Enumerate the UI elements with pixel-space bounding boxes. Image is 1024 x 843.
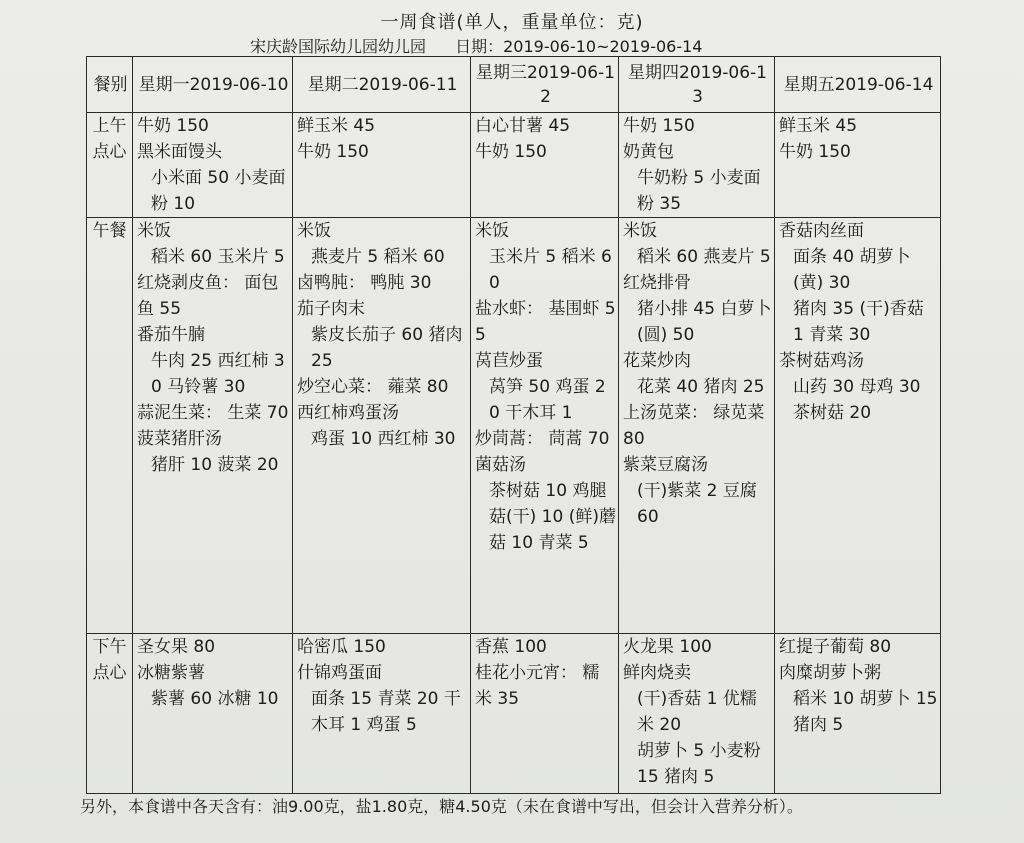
menu-item: 菌菇汤 — [475, 455, 526, 475]
menu-item: 牛奶 150 — [779, 142, 851, 162]
menu-item: 猪肝 10 菠菜 20 — [151, 455, 279, 475]
menu-item: 盐水虾： 基围虾 55 — [475, 299, 616, 345]
menu-item: 米饭 — [475, 221, 509, 241]
menu-item: 番茄牛腩 — [137, 325, 205, 345]
menu-item: 菠菜猪肝汤 — [137, 429, 222, 449]
menu-item: (干)香菇 1 优糯米 20 — [637, 689, 757, 735]
menu-item: 牛奶 150 — [297, 142, 369, 162]
menu-cell — [293, 218, 471, 634]
menu-item: 鲜肉烧卖 — [623, 663, 691, 683]
menu-cell — [775, 634, 941, 794]
school-name: 宋庆龄国际幼儿园幼儿园 — [250, 37, 427, 56]
menu-item: 花菜炒肉 — [623, 351, 691, 371]
menu-item: 奶黄包 — [623, 142, 674, 162]
menu-item: 莴笋 50 鸡蛋 20 干木耳 1 — [489, 377, 606, 423]
menu-item: 燕麦片 5 稻米 60 — [311, 247, 445, 267]
meal-row — [87, 634, 941, 794]
menu-item: 桂花小元宵： 糯米 35 — [475, 663, 600, 709]
header-row — [87, 57, 941, 113]
menu-item: 牛奶粉 5 小麦面粉 35 — [637, 168, 761, 214]
menu-item: 什锦鸡蛋面 — [297, 663, 382, 683]
menu-item: 猪小排 45 白萝卜(圆) 50 — [637, 299, 772, 345]
meal-label: 下午点心 — [87, 634, 133, 794]
meal-row — [87, 113, 941, 218]
menu-item: 香菇肉丝面 — [779, 221, 864, 241]
menu-item: 茶树菇鸡汤 — [779, 351, 864, 371]
menu-cell — [775, 218, 941, 634]
menu-cell — [471, 218, 619, 634]
menu-item: 西红柿鸡蛋汤 — [297, 403, 399, 423]
date-range: 日期：2019-06-10~2019-06-14 — [455, 37, 703, 56]
menu-item: 圣女果 80 — [137, 637, 216, 657]
corner-header: 餐别 — [87, 57, 133, 113]
menu-item: 蒜泥生菜： 生菜 70 — [137, 403, 289, 423]
meal-row — [87, 218, 941, 634]
day-header: 星期三2019-06-12 — [471, 57, 619, 113]
footer-note: 另外，本食谱中各天含有：油9.00克，盐1.80克，糖4.50克（未在食谱中写出，但会计入营养分析）。 — [80, 797, 803, 816]
menu-item: 红烧排骨 — [623, 273, 691, 293]
menu-item: 上汤苋菜： 绿苋菜 80 — [623, 403, 770, 449]
menu-item: 米饭 — [297, 221, 331, 241]
menu-cell — [775, 113, 941, 218]
menu-item: 面条 15 青菜 20 干木耳 1 鸡蛋 5 — [311, 689, 461, 735]
menu-item: 炒茼蒿： 茼蒿 70 — [475, 429, 610, 449]
menu-item: 紫菜豆腐汤 — [623, 455, 708, 475]
meal-label: 午餐 — [87, 218, 133, 634]
menu-cell — [133, 113, 293, 218]
menu-item: 米饭 — [137, 221, 171, 241]
menu-item: 胡萝卜 5 小麦粉 15 猪肉 5 — [637, 741, 767, 787]
subtitle — [250, 34, 727, 57]
menu-cell — [619, 634, 775, 794]
menu-item: 花菜 40 猪肉 25 — [637, 377, 765, 397]
menu-item: 稻米 60 燕麦片 5 — [637, 247, 771, 267]
menu-item: 牛奶 150 — [475, 142, 547, 162]
menu-item: 山药 30 母鸡 30 茶树菇 20 — [793, 377, 926, 423]
menu-table — [86, 56, 941, 794]
menu-item: 鸡蛋 10 西红柿 30 — [311, 429, 456, 449]
menu-item: 白心甘薯 45 — [475, 116, 571, 136]
menu-item: 米饭 — [623, 221, 657, 241]
day-header: 星期一2019-06-10 — [133, 57, 293, 113]
menu-item: 鲜玉米 45 — [297, 116, 376, 136]
meal-label: 上午点心 — [87, 113, 133, 218]
menu-item: 猪肉 35 (干)香菇 1 青菜 30 — [793, 299, 930, 345]
menu-item: 鲜玉米 45 — [779, 116, 858, 136]
menu-item: 火龙果 100 — [623, 637, 712, 657]
menu-cell — [133, 634, 293, 794]
day-header: 星期二2019-06-11 — [293, 57, 471, 113]
menu-cell — [293, 113, 471, 218]
menu-item: 红烧剥皮鱼： 面包鱼 55 — [137, 273, 279, 319]
menu-item: 稻米 60 玉米片 5 — [151, 247, 285, 267]
menu-item: 黑米面馒头 — [137, 142, 222, 162]
menu-item: 牛奶 150 — [137, 116, 209, 136]
menu-cell — [471, 113, 619, 218]
menu-item: 冰糖紫薯 — [137, 663, 205, 683]
page-title: 一周食谱(单人，重量单位：克) — [380, 12, 644, 33]
menu-item: 炒空心菜： 蕹菜 80 — [297, 377, 449, 397]
menu-item: 小米面 50 小麦面粉 10 — [151, 168, 286, 214]
menu-item: 茄子肉末 — [297, 299, 365, 319]
menu-item: 卤鸭肫： 鸭肫 30 — [297, 273, 432, 293]
menu-cell — [293, 634, 471, 794]
menu-item: (干)紫菜 2 豆腐 60 — [637, 481, 763, 527]
menu-item: 牛奶 150 — [623, 116, 695, 136]
menu-item: 紫薯 60 冰糖 10 — [151, 689, 279, 709]
menu-cell — [471, 634, 619, 794]
menu-item: 哈密瓜 150 — [297, 637, 386, 657]
menu-item: 茶树菇 10 鸡腿菇(干) 10 (鲜)蘑菇 10 青菜 5 — [489, 481, 616, 553]
menu-item: 紫皮长茄子 60 猪肉 25 — [311, 325, 468, 371]
menu-item: 香蕉 100 — [475, 637, 547, 657]
menu-item: 玉米片 5 稻米 60 — [489, 247, 612, 293]
menu-cell — [619, 218, 775, 634]
menu-item: 面条 40 胡萝卜(黄) 30 — [793, 247, 911, 293]
menu-item: 稻米 10 胡萝卜 15 猪肉 5 — [793, 689, 943, 735]
menu-item: 红提子葡萄 80 — [779, 637, 892, 657]
menu-item: 牛肉 25 西红柿 30 马铃薯 30 — [151, 351, 285, 397]
menu-cell — [133, 218, 293, 634]
menu-body — [87, 113, 941, 794]
day-header: 星期五2019-06-14 — [775, 57, 941, 113]
menu-item: 莴苣炒蛋 — [475, 351, 543, 371]
menu-item: 肉糜胡萝卜粥 — [779, 663, 881, 683]
menu-cell — [619, 113, 775, 218]
day-header: 星期四2019-06-13 — [619, 57, 775, 113]
